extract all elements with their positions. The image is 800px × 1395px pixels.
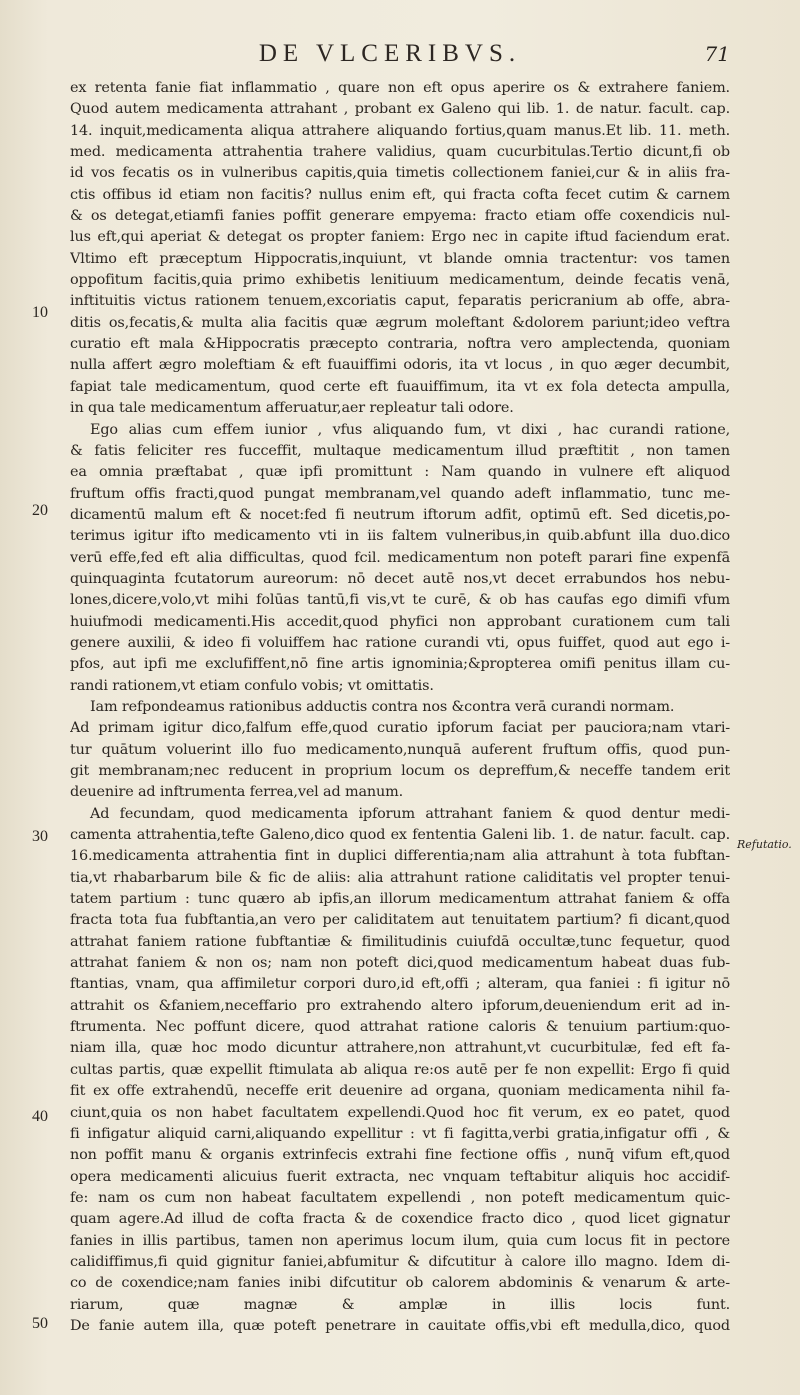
text-line: nulla affert ægro moleftiam & eft fuauiffimi odoris, ita vt locus , in quo æger decumbit, [70, 357, 730, 374]
text-line: fracta tota fua fubftantia,an vero per caliditatem aut tenuitatem partium? fi dicant,quod [70, 912, 730, 929]
text-line: oppofitum facitis,quia primo exhibetis lenitiuum medicamentum, deinde fecatis venā, [70, 272, 730, 289]
text-line: med. medicamenta attrahentia trahere validius, quam cucurbitulas.Tertio dicunt,fi ob [70, 144, 730, 161]
text-line: lones,dicere,volo,vt mihi folūas tantū,fi vis,vt te curē, & ob has caufas ego dimifi vfum [70, 592, 730, 609]
text-line: ea omnia præftabat , quæ ipfi promittunt : Nam quando in vulnere eft aliquod [70, 464, 730, 481]
text-line: curatio eft mala &Hippocratis præcepto contraria, noftra vero amplectenda, quoniam [70, 336, 730, 353]
text-line: Ad primam igitur dico,falfum effe,quod curatio ipforum faciat per pauciora;nam vtari- [70, 720, 730, 737]
text-line: opera medicamenti alicuius fuerit extracta, nec vnquam teftabitur aliquis hoc accidif- [70, 1168, 730, 1185]
text-line: non poffit manu & organis extrinfecis extrahi fine fectione offis , nunq̄ vifum eft,quod [70, 1147, 730, 1164]
text-line: cultas partis, quæ expellit ftimulata ab aliqua re:os autē per fe non expellit: Ergo fi quid [70, 1061, 730, 1078]
text-line: lus eft,qui aperiat & detegat os propter faniem: Ergo nec in capite iftud faciendum erat. [70, 229, 730, 246]
running-title: DE VLCERIBVS. [258, 40, 522, 67]
text-line: tur quātum voluerint illo fuo medicamento,nunquā auferent fruftum offis, quod pun- [70, 741, 730, 758]
page-header [60, 40, 730, 76]
text-line: inftituitis victus rationem tenuem,excoriatis caput, feparatis pericranium ab offe, abra- [70, 293, 730, 310]
text-line: attrahat faniem ratione fubftantiæ & fimilitudinis cuiufdā occultæ,tunc fequetur, quod [70, 933, 730, 950]
text-line: dicamentū malum eft & nocet:fed fi neutrum iftorum adfit, optimū eft. Sed dicetis,po- [70, 506, 730, 523]
text-line: ex retenta fanie fiat inflammatio , quare non eft opus aperire os & extrahere faniem. [70, 80, 730, 96]
text-line: ditis os,fecatis,& multa alia facitis quæ ægrum moleftant &dolorem pariunt;ideo veftra [70, 314, 730, 331]
text-line: verū effe,fed eft alia difficultas, quod fcil. medicamentum non poteft parari fine expenfā [70, 549, 730, 566]
text-line: quinquaginta fcutatorum aureorum: nō decet autē nos,vt decet errabundos hos nebu- [70, 570, 730, 587]
text-line: co de coxendice;nam fanies inibi difcutitur ob calorem abdominis & venarum & arte- [70, 1275, 730, 1292]
text-line: camenta attrahentia,tefte Galeno,dico quod ex fententia Galeni lib. 1. de natur. facult. cap. [70, 827, 730, 844]
text-line: De fanie autem illa, quæ poteft penetrare in cauitate offis,vbi eft medulla,dico, quod [70, 1317, 730, 1334]
text-line: fit ex offe extrahendū, neceffe erit deuenire ad organa, quoniam medicamenta nihil fa- [70, 1083, 730, 1100]
text-line: quam agere.Ad illud de cofta fracta & de coxendice fracto dico , quod licet gignatur [70, 1211, 730, 1228]
text-line: id vos fecatis os in vulneribus capitis,quia timetis collectionem faniei,cur & in aliis fra- [70, 165, 730, 182]
text-line: fe: nam os cum non habeat facultatem expellendi , non poteft medicamentum quic- [70, 1189, 730, 1206]
text-line: in qua tale medicamentum afferuatur,aer repleatur tali odore. [70, 400, 514, 417]
text-line: attrahat faniem & non os; nam non poteft dici,quod medicamentum habeat duas fub- [70, 955, 730, 972]
text-line: Vltimo eft præceptum Hippocratis,inquiunt, vt blande omnia tractentur: vos tamen [70, 250, 730, 267]
marginal-note: Refutatio. [737, 838, 792, 851]
text-line: riarum, quæ magnæ & amplæ in illis locis funt. [70, 1296, 730, 1313]
line-number: 40 [32, 1108, 48, 1125]
text-line: Iam refpondeamus rationibus adductis contra nos &contra verā curandi normam. [90, 698, 675, 715]
text-line: randi rationem,vt etiam confulo vobis; vt omittatis. [70, 677, 434, 694]
text-line: huiufmodi medicamenti.His accedit,quod phyfici non approbant curationem cum tali [70, 613, 730, 630]
text-line: fruftum offis fracti,quod pungat membranam,vel quando adeft inflammatio, tunc me- [70, 485, 730, 502]
text-line: tia,vt rhabarbarum bile & fic de aliis: alia attrahunt ratione caliditatis vel propter tenui- [70, 869, 730, 886]
text-line: pfos, aut ipfi me exclufiffent,nō fine artis ignominia;&propterea omifi penitus illam cu- [70, 656, 730, 673]
text-line: 14. inquit,medicamenta aliqua attrahere aliquando fortius,quam manus.Et lib. 11. meth. [70, 122, 730, 139]
text-line: Ego alias cum effem iunior , vfus aliquando fum, vt dixi , hac curandi ratione, [90, 421, 730, 438]
page-number: 71 [704, 42, 730, 66]
text-line: ciunt,quia os non habet facultatem expellendi.Quod hoc fit verum, ex eo patet, quod [70, 1104, 730, 1121]
text-line: attrahit os &faniem,neceffario pro extrahendo altero ipforum,deueniendum erit ad in- [70, 997, 730, 1014]
body-text [70, 78, 730, 1337]
text-line: Quod autem medicamenta attrahant , probant ex Galeno qui lib. 1. de natur. facult. cap. [70, 101, 730, 118]
text-line: tatem partium : tunc quæro ab ipfis,an illorum medicamentum attrahat faniem & offa [70, 891, 730, 908]
line-number: 10 [32, 304, 48, 321]
text-line: fi infigatur aliquid carni,aliquando expellitur : vt fi fagitta,verbi gratia,infigatur offi , & [70, 1125, 730, 1142]
text-line: fanies in illis partibus, tamen non aperimus locum ilum, quia cum locus fit in pectore [70, 1232, 730, 1249]
line-number: 20 [32, 502, 48, 519]
text-line: 16.medicamenta attrahentia fint in duplici differentia;nam alia attrahunt à tota fubftan- [70, 848, 730, 865]
text-line: ftrumenta. Nec poffunt dicere, quod attrahat ratione caloris & tenuium partium:quo- [70, 1019, 730, 1036]
text-line: ctis offibus id etiam non facitis? nullus enim eft, qui fracta cofta fecet cutim & carnem [70, 186, 730, 203]
text-line: niam illa, quæ hoc modo dicuntur attrahere,non attrahunt,vt cucurbitulæ, fed eft fa- [70, 1040, 730, 1057]
text-line: Ad fecundam, quod medicamenta ipforum attrahant faniem & quod dentur medi- [90, 805, 730, 822]
text-line: ftantias, vnam, qua affimiletur corpori duro,id eft,offi ; alteram, qua faniei : fi igitur nō [70, 976, 730, 993]
line-number: 50 [32, 1315, 48, 1332]
text-line: fapiat tale medicamentum, quod certe eft fuauiffimum, ita vt ex fola detecta ampulla, [70, 378, 730, 395]
text-line: terimus igitur ifto medicamento vti in iis faltem vulneribus,in quib.abfunt illa duo.dico [70, 528, 730, 545]
text-line: deuenire ad inftrumenta ferrea,vel ad manum. [70, 784, 404, 801]
text-line: genere auxilii, & ideo fi voluiffem hac ratione curandi vti, opus fuiffet, quod aut ego i- [70, 634, 730, 651]
text-line: & fatis feliciter res fucceffit, multaque medicamentum illud præftitit , non tamen [70, 442, 730, 459]
text-line: git membranam;nec reducent in proprium locum os depreffum,& neceffe tandem erit [70, 763, 730, 779]
text-line: & os detegat,etiamfi fanies poffit generare empyema: fracto etiam offe coxendicis nul- [70, 208, 730, 225]
line-number: 30 [32, 828, 48, 845]
text-line: calidiffimus,fi quid gignitur faniei,abfumitur & difcutitur à calore illo magno. Idem di- [70, 1253, 730, 1270]
